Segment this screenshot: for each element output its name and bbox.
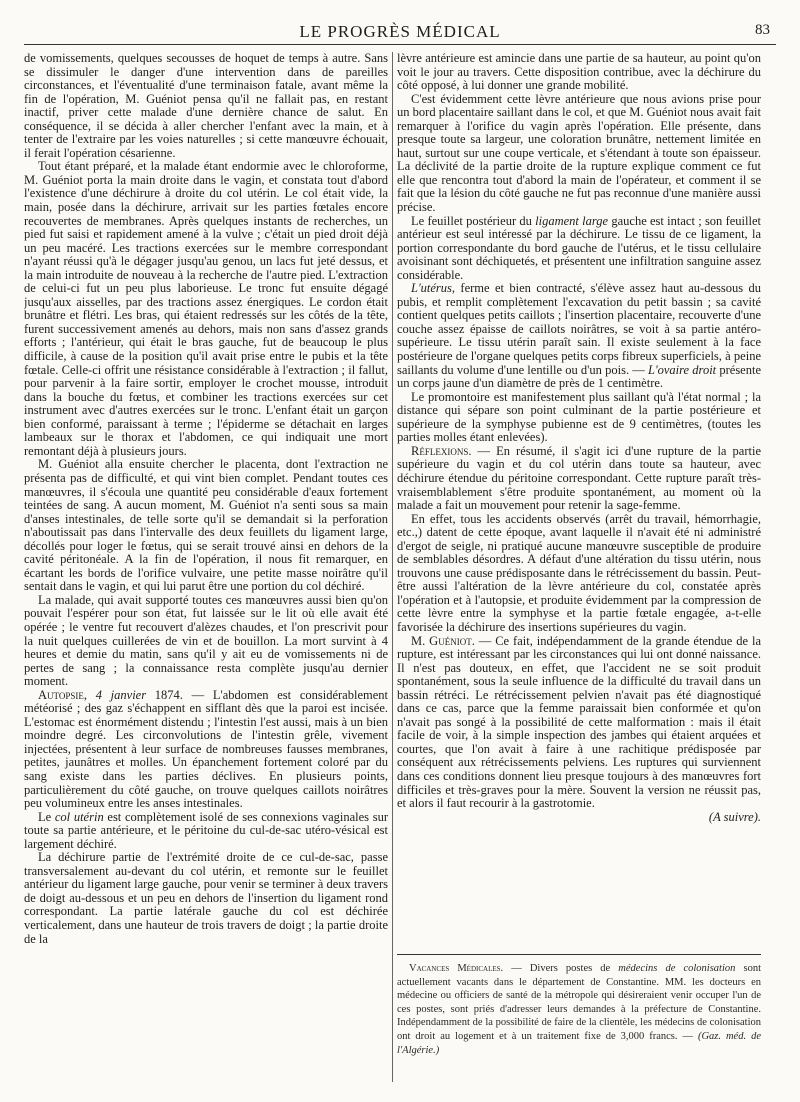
paragraph-text: Le: [38, 809, 55, 824]
section-label: Réflexions.: [411, 443, 472, 458]
paragraph: de vomissements, quelques secousses de hoquet de temps à autre. Sans se dissimuler le danger d'une intervention dans de pareilles circonstances, et l'éventualité d'une terminaison fatale, avant même la fin de l'opération, M. Guéniot pensa qu'il ne fallait pas, en restant inactif, priver cette malade d'une dernière chance de salut. En conséquence, il se décida à aller chercher l'enfant avec la main, et à tenter de l'extraire par les voies naturelles ; si cette manœuvre échouait, il ferait l'opération césarienne.: [24, 52, 388, 160]
paragraph: lèvre antérieure est amincie dans une partie de sa hauteur, au point qu'on voit le jour au travers. Cette disposition contribue, avec la déchirure du côté opposé, à lui donner une grande mobilité.: [397, 52, 761, 93]
notice-rule: [397, 954, 761, 955]
italic-term: col utérin: [54, 809, 104, 824]
italic-term: médecins de colonisation: [618, 963, 736, 974]
paragraph: [24, 689, 388, 811]
notice-box: [397, 962, 761, 1057]
paragraph-text: gauche est intact ; son feuillet antérieur est seul intéressé par la déchirure. Le tissu de ce ligament, la portion correspondante du bord gauche de l'utérus, et le tissu cellulaire avoisinant sont déchiquetés, et présentent une infiltration sanguine assez considérable.: [397, 213, 761, 282]
paragraph: C'est évidemment cette lèvre antérieure que nous avions prise pour un bord placentaire saillant dans le col, et que M. Guéniot nous avait fait remarquer à l'orifice du vagin après l'opération. Elle présente, dans presque toute sa largeur, une coloration brunâtre, nettement limitée en haut, surtout sur une coupe verticale, et s'étendant à toute son épaisseur. La déclivité de la partie droite de la rupture explique comment ce fut elle que rencontra tout d'abord la main de l'opérateur, et comment il se fait que la lésion du côté gauche ne fut pas reconnue d'une manière aussi précise.: [397, 91, 761, 215]
notice-text: — Divers postes de: [503, 963, 619, 974]
paragraph: La déchirure partie de l'extrémité droite de ce cul-de-sac, passe transversalement au-devant du col utérin, et remonte sur le feuillet antérieur du ligament large gauche, pour venir se terminer à deux travers de doigt au-dessous et un peu en dehors de l'insertion du ligament rond correspondant. La partie latérale gauche du col est déchirée verticalement, dans une hauteur de trois travers de doigt ; la partie droite de la: [24, 850, 388, 946]
paragraph-text: — En résumé, il s'agit ici d'une rupture de la partie supérieure du vagin et du col utérin dans toute sa hauteur, avec déchirure étendue du péritoine correspondant. Cette rupture paraît très-vraisemblablement s'être produite spontanément, au moment où la malade a fait un mouvement pour retenir la sage-femme.: [397, 443, 761, 513]
paragraph-text: est complètement isolé de ses connexions vaginales sur toute sa partie antérieure, et le péritoine du cul-de-sac utéro-vésical est largement déchiré.: [24, 809, 388, 851]
paragraph: [397, 635, 761, 811]
section-date: 4 janvier: [95, 687, 147, 702]
right-column: [397, 52, 761, 952]
paragraph: [397, 445, 761, 513]
paragraph: [24, 811, 388, 852]
paragraph: La malade, qui avait supporté toutes ces manœuvres aussi bien qu'on pouvait l'espérer pour son état, fut laissée sur le lit où elle avait été opérée ; le ventre fut recouvert d'alèzes chaudes, et l'on prescrivit pour la nuit quelques cuillerées de vin et de bouillon. La mort survint à 4 heures et demie du matin, sans qu'il y ait eu de vomissements ni de pertes de sang ; la connaissance resta complète jusqu'au dernier moment.: [24, 592, 388, 689]
paragraph: En effet, tous les accidents observés (arrêt du travail, hémorrhagie, etc.,) datent de cette époque, avant laquelle il n'avait été ni administré d'ergot de seigle, ni pratiqué aucune manœuvre susceptible de produire de semblables désordres. A défaut d'une altération du tissu utérin, nous trouvons une cause prédisposante dans le rétrécissement du bassin. Peut-être aussi l'altération de la lèvre antérieure du col, constatée après l'opération et à l'autopsie, et produite évidemment par la compression de cette lèvre entre la symphyse et la partie fœtale engagée, a-t-elle favorisée la déchirure des insertions supérieures du vagin.: [397, 511, 761, 634]
section-label: M. Guéniot.: [411, 633, 475, 648]
paragraph: [397, 282, 761, 390]
column-divider: [392, 52, 393, 1082]
paragraph-text: présente un corps jaune d'un diamètre de près de 1 centimètre.: [397, 362, 761, 391]
page-number: 83: [755, 22, 770, 38]
paragraph-text: ferme et bien contracté, s'élève assez haut au-dessous du pubis, et remplit complètement l'excavation du petit bassin ; sa cavité contient quelques petits caillots ; l'insertion placentaire, recouverte d'une couche assez épaisse de caillots noirâtres, se voit à sa partie antéro-supérieure. Le tissu utérin paraît sain. Il existe seulement à la face postérieure de l'organe quelques petits corps fibreux superficiels, à peine saillants du volume d'une lentille ou d'un pois. —: [397, 281, 761, 377]
notice-label: Vacances Médicales.: [409, 963, 504, 974]
paragraph-text: Le feuillet postérieur du: [411, 213, 536, 228]
page-header: [24, 22, 776, 45]
paragraph-text: 1874. — L'abdomen est considérablement météorisé ; des gaz s'échappent en sifflant dès que la paroi est incisée. L'estomac est énormément distendu ; l'intestin l'est aussi, mais à un bien moindre degré. Les circonvolutions de l'intestin grêle, vivement injectées, présentent à leur surface de nombreuses fausses membranes, petites, jaunâtres et molles. Un épanchement fortement coloré par du sang existe dans les parties déclives. En plusieurs points, particulièrement du côté gauche, on trouve quelques caillots noirâtres peu volumineux entre les anses intestinales.: [24, 687, 388, 811]
section-label: Autopsie,: [38, 687, 87, 702]
notice-paragraph: [397, 962, 761, 1057]
italic-term: L'utérus,: [411, 281, 456, 296]
notice-text: sont actuellement vacants dans le département de Constantine. MM. les docteurs en médecine ou officiers de santé de la métropole qui désireraient venir occuper l'un de ces postes, sont priés d'adresser leurs demandes à la préfecture de Constantine. Indépendamment de la possibilité de faire de la clientèle, les médecins de colonisation ont droit au logement et à un traitement fixe de 3,000 francs. —: [397, 963, 761, 1042]
italic-term: ligament large: [535, 213, 609, 228]
paragraph: [397, 215, 761, 283]
paragraph-text: — Ce fait, indépendamment de la grande étendue de la rupture, est intéressant par les circonstances qui lui ont donné naissance. Il n'est pas douteux, en effet, que l'accident ne se soit produit spontanément, sous la seule influence de la difficulté du travail dans un bassin rétréci. Le rétrécissement pelvien n'avait pas été diagnostiqué dans ce cas, parce que la femme paraissait bien conformée et qu'on n'avait pas songé à la possibilité de cette malformation : mais il était facile de voir, à la simple inspection des jambes qui étaient arquées et courtes, que l'on avait à faire à une rachitique prédisposée par conséquent aux rétrécissements pelviens. Les ruptures qui surviennent dans ces conditions donnent lieu presque toujours à des manœuvres fort difficiles et très-graves pour la mère. Souvent la version ne réussit pas, et alors il faut recourir à la gastrotomie.: [397, 633, 761, 811]
italic-term: L'ovaire droit: [648, 362, 717, 377]
notice-source: (Gaz. méd. de l'Algérie.): [397, 1030, 761, 1056]
left-column: [24, 52, 388, 1082]
running-title: LE PROGRÈS MÉDICAL: [299, 22, 501, 41]
to-be-continued: (A suivre).: [708, 809, 761, 824]
paragraph: M. Guéniot alla ensuite chercher le placenta, dont l'extraction ne présenta pas de difficulté, et qui vint bien complet. Pendant toutes ces manœuvres, il s'écoula une quantité peu considérable d'eaux fortement teintées de sang. A aucun moment, M. Guéniot n'a senti sous sa main d'anses intestinales, de telle sorte qu'il se demandait si la perforation n'aboutissait pas dans l'intervalle des deux feuillets du ligament large, décollés pour loger le fœtus, qui se serait trouvé ainsi en dehors de la cavité péritonéale. A la fin de l'opération, il nous fit remarquer, en écartant les bords de l'orifice vulvaire, une petite masse noirâtre qu'il sentait dans le vagin, et qui lui parut être une portion du col déchiré.: [24, 457, 388, 594]
paragraph: Le promontoire est manifestement plus saillant qu'à l'état normal ; la distance qui sépare son point culminant de la partie postérieure et supérieure de la symphyse pubienne est de 9 centimètres, (toutes les parties molles étant enlevées).: [397, 389, 761, 445]
paragraph: Tout étant préparé, et la malade étant endormie avec le chloroforme, M. Guéniot porta la main droite dans le vagin, et constata tout d'abord l'existence d'une déchirure à droite du col utérin. Le col était vide, la main, posée dans la déchirure, arrivait sur les parties fœtales encore recouvertes de membranes. Après quelques instants de recherches, un pied fut saisi et rapidement amené à la vulve ; c'était un pied droit déjà un peu macéré. Les tractions exercées sur le membre correspondant n'ayant réussi qu'à le dégager jusqu'au genou, un lacs fut jeté dessus, et la main introduite de nouveau à la recherche de l'autre pied. L'extraction de celui-ci fut un peu plus laborieuse. Le tronc fut ensuite dégagé jusqu'aux aisselles, par des tractions assez énergiques. Le cordon était brunâtre et flétri. Les bras, qui étaient redressés sur les côtés de la tête, furent successivement amenés au dehors, mais non sans d'assez grands efforts ; l'antérieur, qui était le bras gauche, fut de beaucoup le plus difficile, à cause de la position qu'il avait prise entre le pubis et la tête fœtale. Celle-ci offrit une résistance considérable à l'extraction ; il fallut, pour parvenir à la faire sortir, employer le crochet mousse, introduit dans la bouche du fœtus, et combiner les tractions exercées sur cet instrument avec d'autres exercées sur le tronc. L'enfant était un garçon bien conformé, paraissant à terme ; l'épiderme se détachait en larges lambeaux sur le thorax et l'abdomen, ce qui indiquait une mort remontant déjà à plusieurs jours.: [24, 159, 388, 458]
